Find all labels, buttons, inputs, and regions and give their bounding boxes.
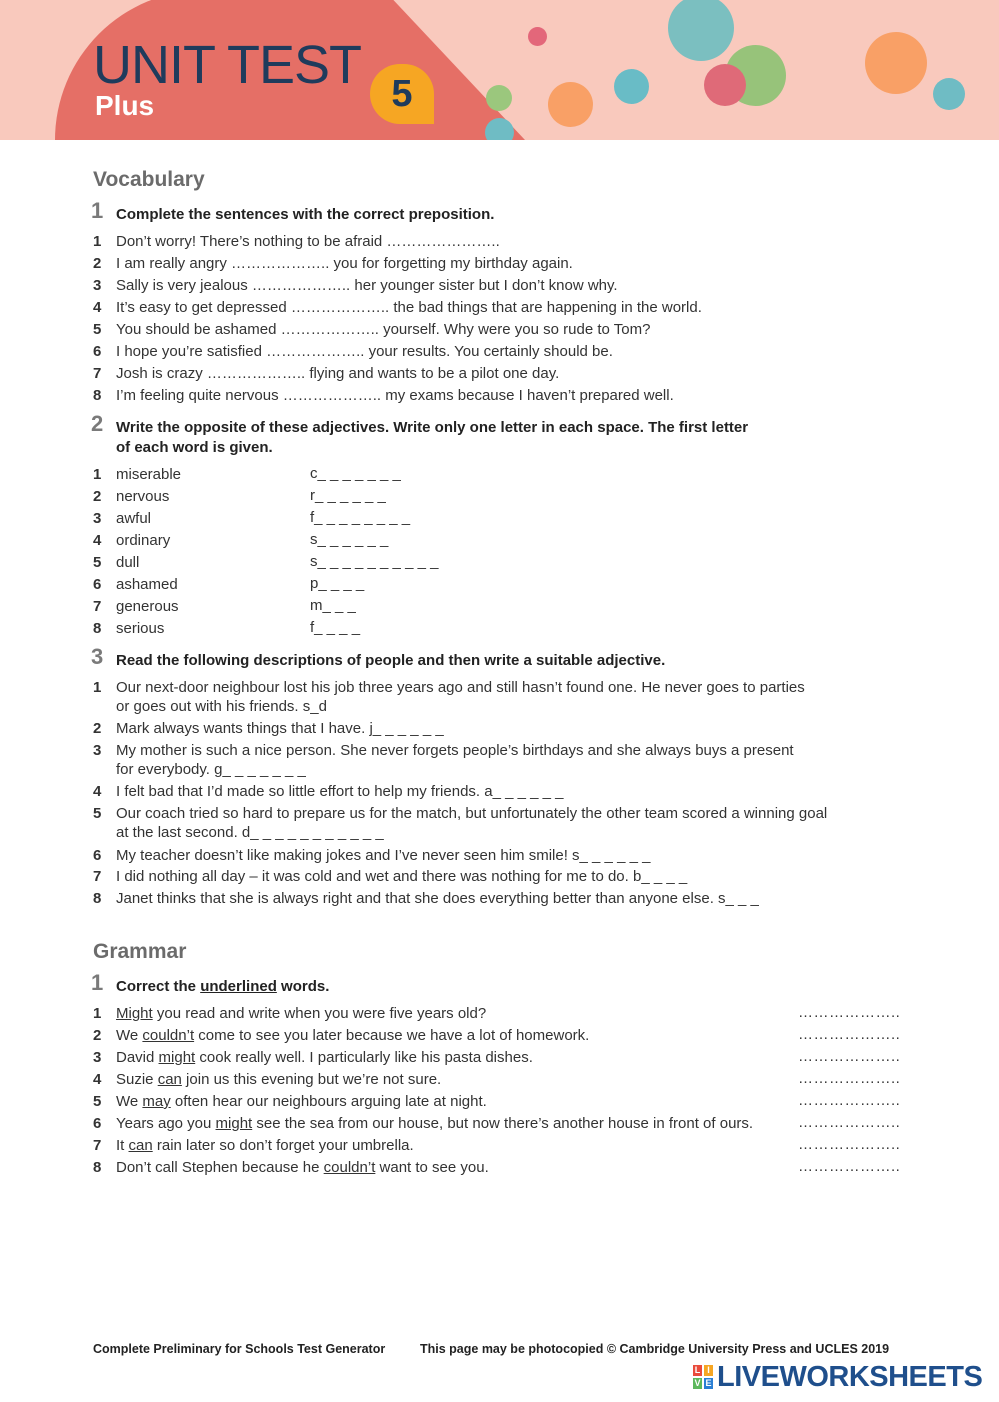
list-item: 1 Don’t worry! There’s nothing to be afraid …………………..: [93, 233, 500, 250]
answer-blank[interactable]: f_ _ _ _ _ _ _ _: [310, 509, 411, 526]
list-item: 6 Years ago you might see the sea from our house, but now there’s another house in front of ours.: [93, 1115, 754, 1132]
list-item: 3 Sally is very jealous ……………….. her younger sister but I don’t know why.: [93, 277, 618, 294]
list-item: 1 Our next-door neighbour lost his job three years ago and still hasn’t found one. He never goes to parties or goes out with his friends. s_d: [93, 679, 805, 715]
vocabulary-heading: Vocabulary: [93, 168, 205, 191]
decor-circle: [865, 32, 927, 94]
answer-blank[interactable]: f_ _ _ _: [310, 619, 361, 636]
answer-line[interactable]: ………………..: [798, 1048, 901, 1065]
list-item: 4 I felt bad that I’d made so little effort to help my friends. a_ _ _ _ _ _: [93, 783, 564, 800]
underlined-word: can: [157, 1071, 182, 1088]
list-item: 2 nervous: [93, 488, 170, 505]
list-item: 1 Might you read and write when you were five years old?: [93, 1005, 487, 1022]
header-banner: [0, 0, 999, 140]
grammar-exercise-1-instruction: 1 Correct the underlined words.: [91, 970, 330, 995]
vocab-exercise-3-instruction: 3 Read the following descriptions of people and then write a suitable adjective.: [91, 644, 666, 669]
list-item: 3 awful: [93, 510, 152, 527]
answer-blank[interactable]: r_ _ _ _ _ _: [310, 487, 386, 504]
underlined-word: can: [128, 1137, 153, 1154]
list-item: 8 serious: [93, 620, 165, 637]
exercise-number: 3: [91, 644, 104, 669]
answer-line[interactable]: ………………..: [798, 1004, 901, 1021]
decor-circle: [485, 118, 514, 140]
vocab-exercise-2-instruction: 2 Write the opposite of these adjectives. Write only one letter in each space. The first letter of each word is given.: [91, 411, 749, 456]
list-item: 3 My mother is such a nice person. She never forgets people’s birthdays and she always buys a present for everybody. g_ _ _ _ _ _ _: [93, 742, 794, 778]
answer-line[interactable]: ………………..: [798, 1070, 901, 1087]
grammar-heading: Grammar: [93, 940, 187, 963]
list-item: 7 I did nothing all day – it was cold and wet and there was nothing for me to do. b_ _ _ _: [93, 868, 688, 885]
exercise-number: 1: [91, 198, 104, 223]
liveworksheets-logo-icon: L I V E: [694, 1365, 712, 1388]
list-item: 6 My teacher doesn’t like making jokes and I’ve never seen him smile! s_ _ _ _ _ _: [93, 847, 651, 864]
underlined-word: might: [215, 1115, 253, 1132]
list-item: 6 I hope you’re satisfied ……………….. your results. You certainly should be.: [93, 343, 613, 360]
list-item: 7 Josh is crazy ……………….. flying and wants to be a pilot one day.: [93, 365, 560, 382]
answer-line[interactable]: ………………..: [798, 1026, 901, 1043]
answer-blank[interactable]: p_ _ _ _: [310, 575, 365, 592]
exercise-number: 2: [91, 411, 104, 436]
answer-blank[interactable]: m_ _ _: [310, 597, 356, 614]
footer-copyright: This page may be photocopied © Cambridge University Press and UCLES 2019: [420, 1342, 890, 1356]
list-item: 2 Mark always wants things that I have. j_ _ _ _ _ _: [93, 720, 444, 737]
list-item: 5 You should be ashamed ……………….. yourself. Why were you so rude to Tom?: [93, 321, 651, 338]
vocab-exercise-1-instruction: 1 Complete the sentences with the correct preposition.: [91, 198, 495, 223]
answer-line[interactable]: ………………..: [798, 1092, 901, 1109]
list-item: 8 Don’t call Stephen because he couldn’t want to see you.: [93, 1159, 489, 1176]
list-item: 2 We couldn’t come to see you later because we have a lot of homework.: [93, 1027, 590, 1044]
decor-circle: [528, 27, 547, 46]
answer-line[interactable]: ………………..: [798, 1136, 901, 1153]
list-item: 5 We may often hear our neighbours arguing late at night.: [93, 1093, 487, 1110]
list-item: 6 ashamed: [93, 576, 178, 593]
list-item: 4 It’s easy to get depressed ……………….. the bad things that are happening in the world.: [93, 299, 702, 316]
unit-test-subtitle: Plus: [95, 90, 155, 121]
list-item: 7 It can rain later so don’t forget your umbrella.: [93, 1137, 414, 1154]
list-item: 5 Our coach tried so hard to prepare us for the match, but unfortunately the other team scored a winning goal at the last second. d_ _ _ _ _ _ _ _ _ _ _: [93, 805, 828, 841]
answer-blank[interactable]: c_ _ _ _ _ _ _: [310, 465, 401, 482]
answer-blank[interactable]: s_ _ _ _ _ _ _ _ _ _: [310, 553, 439, 570]
liveworksheets-wordmark: LIVEWORKSHEETS: [717, 1360, 983, 1393]
list-item: 8 Janet thinks that she is always right and that she does everything better than anyone else. s_ _ _: [93, 890, 759, 907]
decor-circle: [933, 78, 965, 110]
unit-number-badge: 5: [370, 64, 434, 124]
underlined-word: may: [142, 1093, 171, 1110]
underlined-word: Might: [116, 1005, 153, 1022]
list-item: 2 I am really angry ……………….. you for forgetting my birthday again.: [93, 255, 573, 272]
decor-circle: [486, 85, 512, 111]
decor-circle: [704, 64, 746, 106]
list-item: 5 dull: [93, 554, 140, 571]
list-item: 4 Suzie can join us this evening but we’re not sure.: [93, 1071, 442, 1088]
decor-circle: [668, 0, 734, 61]
underlined-word: might: [158, 1049, 196, 1066]
footer-source: Complete Preliminary for Schools Test Generator: [93, 1342, 386, 1356]
list-item: 4 ordinary: [93, 532, 171, 549]
list-item: 3 David might cook really well. I particularly like his pasta dishes.: [93, 1049, 533, 1066]
list-item: 7 generous: [93, 598, 179, 615]
liveworksheets-watermark: [692, 1360, 982, 1394]
unit-test-title: UNIT TEST: [93, 35, 362, 95]
answer-blank[interactable]: s_ _ _ _ _ _: [310, 531, 389, 548]
underlined-word: couldn’t: [142, 1027, 195, 1044]
list-item: 8 I’m feeling quite nervous ……………….. my exams because I haven’t prepared well.: [93, 387, 674, 404]
list-item: 1 miserable: [93, 466, 182, 483]
decor-circle: [548, 82, 593, 127]
exercise-number: 1: [91, 970, 104, 995]
underlined-word: couldn’t: [323, 1159, 376, 1176]
answer-line[interactable]: ………………..: [798, 1158, 901, 1175]
decor-circle: [614, 69, 649, 104]
answer-line[interactable]: ………………..: [798, 1114, 901, 1131]
